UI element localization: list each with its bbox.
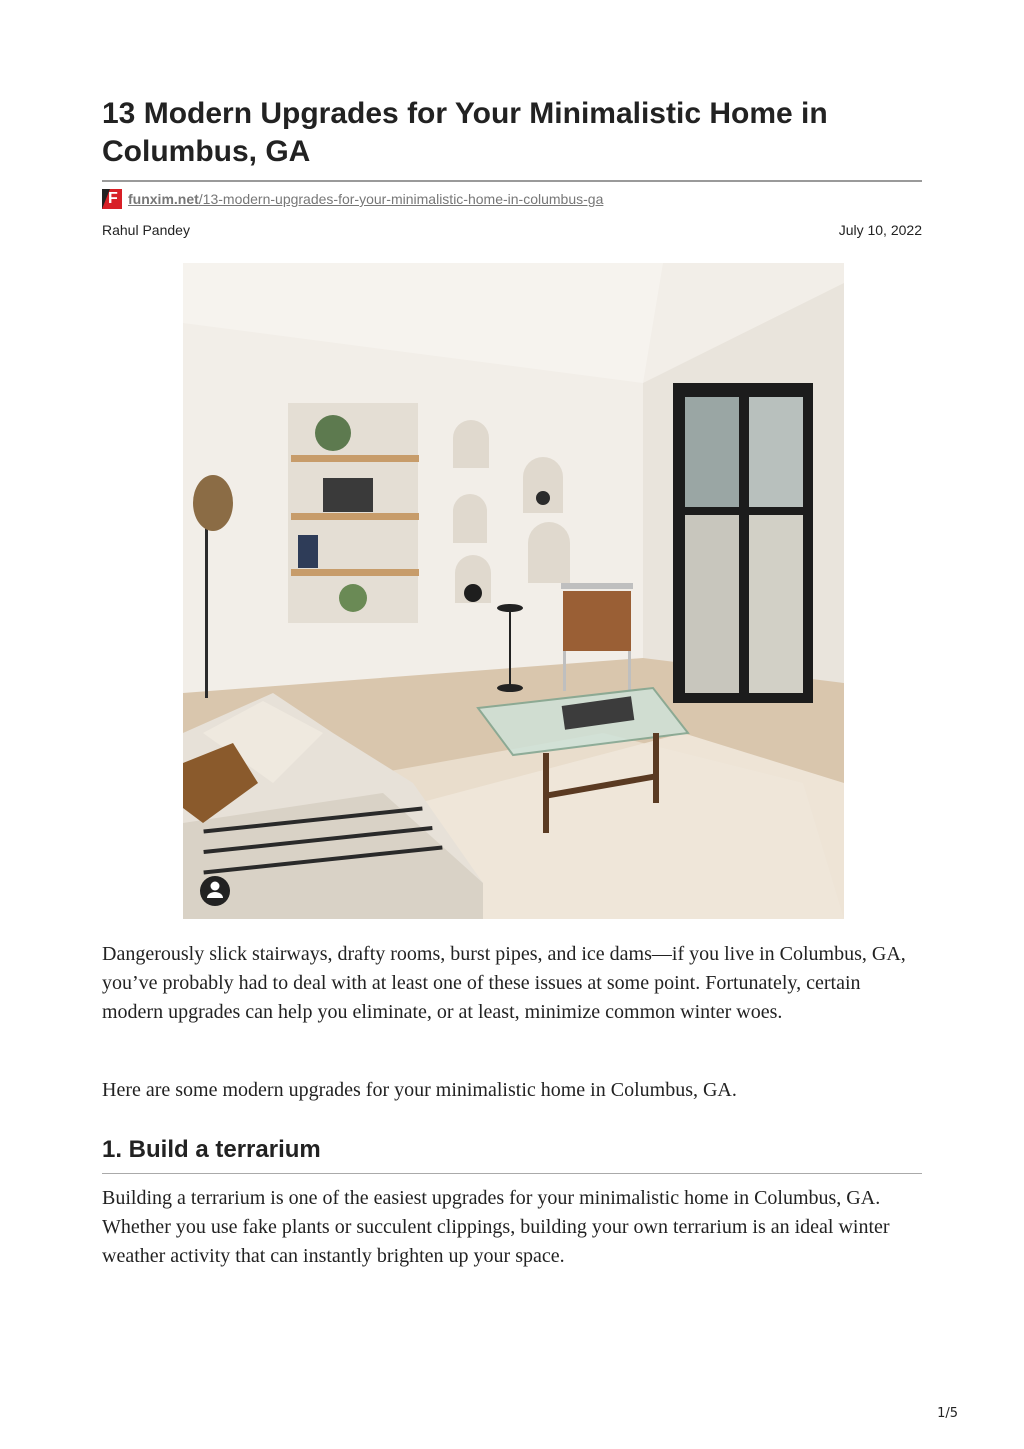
intro-paragraph: Dangerously slick stairways, drafty rooms, burst pipes, and ice dams—if you live in Columbus, GA, you’ve probably had to deal with at least one of these issues at some point. Fortunately, certain modern upgrades can help you eliminate, or at least, minimize common winter woes. — [102, 943, 906, 1023]
site-favicon-icon: F — [102, 189, 122, 209]
page-number: 1/5 — [937, 1406, 958, 1421]
section-paragraph: Building a terrarium is one of the easiest upgrades for your minimalistic home in Columbus, GA. Whether you use fake plants or succulent clippings, building your own terrarium is an ideal winter weather activity that can instantly brighten up your space. — [102, 1187, 890, 1267]
article-title: 13 Modern Upgrades for Your Minimalistic Home in Columbus, GA — [102, 97, 828, 168]
hero-image — [183, 263, 844, 919]
section-divider — [102, 1173, 922, 1174]
source-domain: funxim.net — [128, 191, 199, 207]
title-divider — [102, 180, 922, 182]
section-heading: 1. Build a terrarium — [102, 1136, 321, 1163]
publish-date: July 10, 2022 — [838, 222, 922, 238]
source-path: /13-modern-upgrades-for-your-minimalistic-home-in-columbus-ga — [198, 191, 604, 207]
author-name: Rahul Pandey — [102, 222, 190, 238]
source-line — [102, 188, 603, 210]
source-link[interactable] — [128, 191, 603, 207]
user-avatar-icon[interactable] — [200, 876, 230, 906]
lead-in-paragraph: Here are some modern upgrades for your minimalistic home in Columbus, GA. — [102, 1079, 737, 1101]
